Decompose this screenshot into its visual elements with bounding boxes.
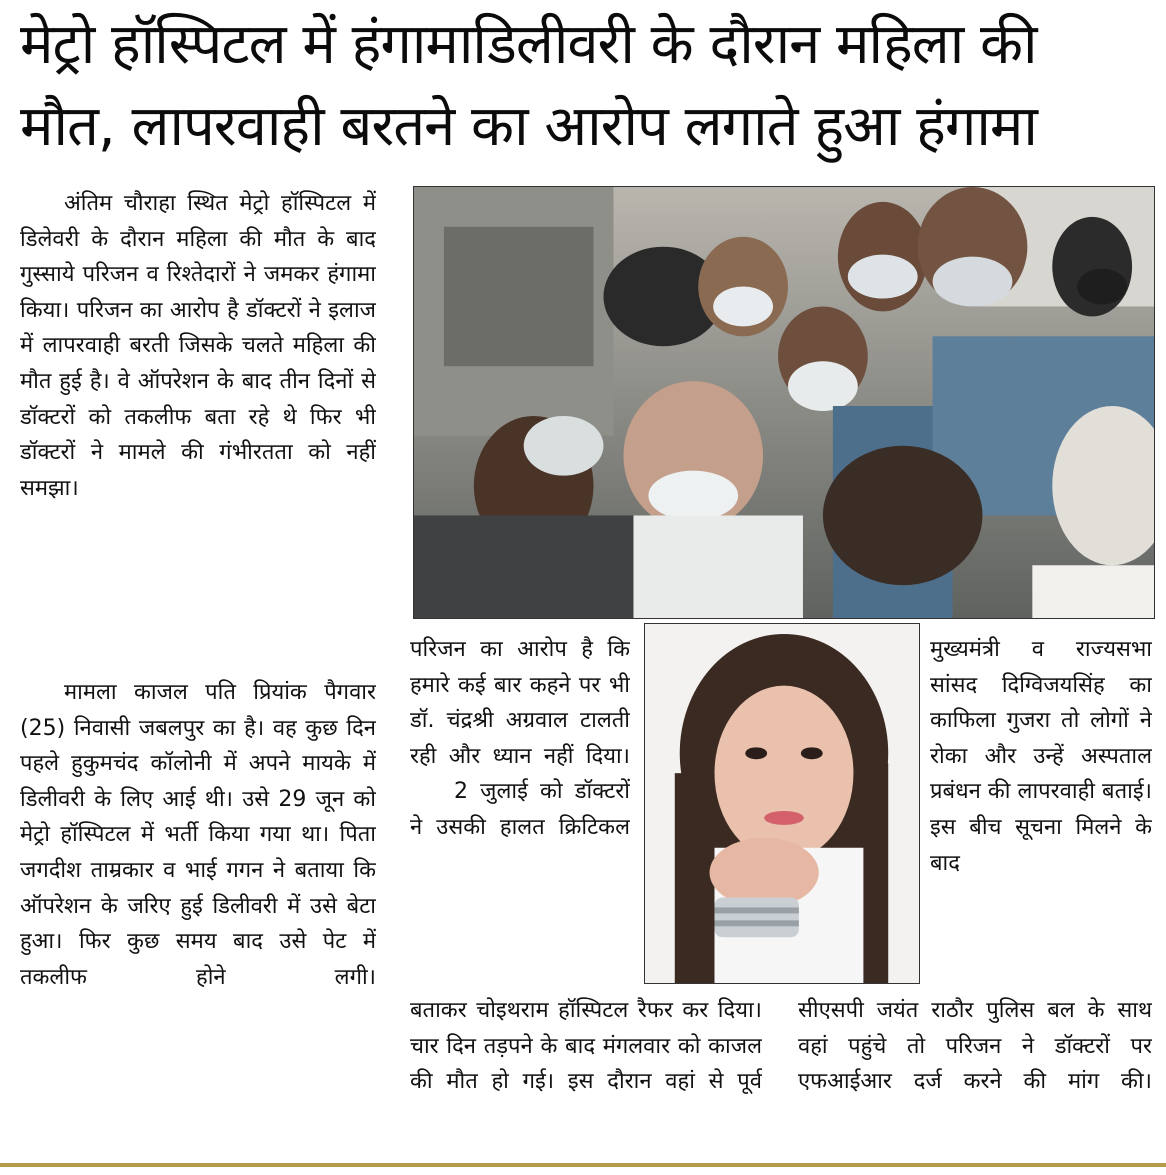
- headline: [20, 4, 1150, 168]
- portrait-photo: [644, 623, 920, 984]
- paragraph-6: बताकर चोइथराम हॉस्पिटल रैफर कर दिया। चार दिन तड़पने के बाद मंगलवार को काजल की मौत हो गई। इस दौरान वहां से पूर्व: [410, 998, 762, 1095]
- paragraph-4: 2 जुलाई को डॉक्टरों ने उसकी हालत क्रिटिकल: [410, 779, 630, 840]
- bottom-rule: [0, 1163, 1166, 1167]
- column-1-top-text: [20, 186, 376, 676]
- paragraph-7: सीएसपी जयंत राठौर पुलिस बल के साथ वहां पहुंचे तो परिजन ने डॉक्टरों पर एफआईआर दर्ज करने की मांग की।: [798, 998, 1152, 1095]
- paragraph-3: परिजन का आरोप है कि हमारे कई बार कहने पर भी डॉ. चंद्रश्री अग्रवाल टालती रही और ध्यान नहीं दिया।: [410, 637, 630, 769]
- headline-line-1: मेट्रो हॉस्पिटल में हंगामाडिलीवरी के दौरान महिला की: [20, 12, 1037, 77]
- paragraph-1: अंतिम चौराहा स्थित मेट्रो हॉस्पिटल में डिलेवरी के दौरान महिला की मौत के बाद गुस्साये परिजन व रिश्तेदारों ने जमकर हंगामा किया। परिजन का आरोप है डॉक्टरों ने इलाज में लापरवाही बरती जिसके चलते महिला की मौत हुई है। वे ऑपरेशन के बाद तीन दिनों से डॉक्टरों को तकलीफ बता रहे थे फिर भी डॉक्टरों ने मामले की गंभीरतता को नहीं समझा।: [20, 191, 376, 501]
- column-3-top-text: [930, 632, 1152, 992]
- column-3-bottom-text: [798, 993, 1152, 1163]
- column-1-bottom-text: [20, 675, 376, 1175]
- paragraph-2: मामला काजल पति प्रियांक पैगवार (25) निवासी जबलपुर का है। वह कुछ दिन पहले हुकुमचंद कॉलोनी में अपने मायके में डिलीवरी के लिए आई थी। उसे 29 जून को मेट्रो हॉस्पिटल में भर्ती किया गया था। पिता जगदीश ताम्रकार व भाई गगन ने बताया कि ऑपरेशन के जरिए हुई डिलीवरी में उसे बेटा हुआ। फिर कुछ समय बाद उसे पेट में तकलीफ होने लगी।: [20, 680, 376, 990]
- column-2-bottom-text: [410, 993, 762, 1163]
- column-2-top-text: [410, 632, 630, 992]
- headline-line-2: मौत, लापरवाही बरतने का आरोप लगाते हुआ हंगामा: [20, 94, 1037, 159]
- paragraph-5: मुख्यमंत्री व राज्यसभा सांसद दिग्विजयसिंह का काफिला गुजरा तो लोगों ने रोका और उन्हें अस्पताल प्रबंधन की लापरवाही बताई। इस बीच सूचना मिलने के बाद: [930, 637, 1152, 876]
- crowd-photo: [413, 186, 1155, 619]
